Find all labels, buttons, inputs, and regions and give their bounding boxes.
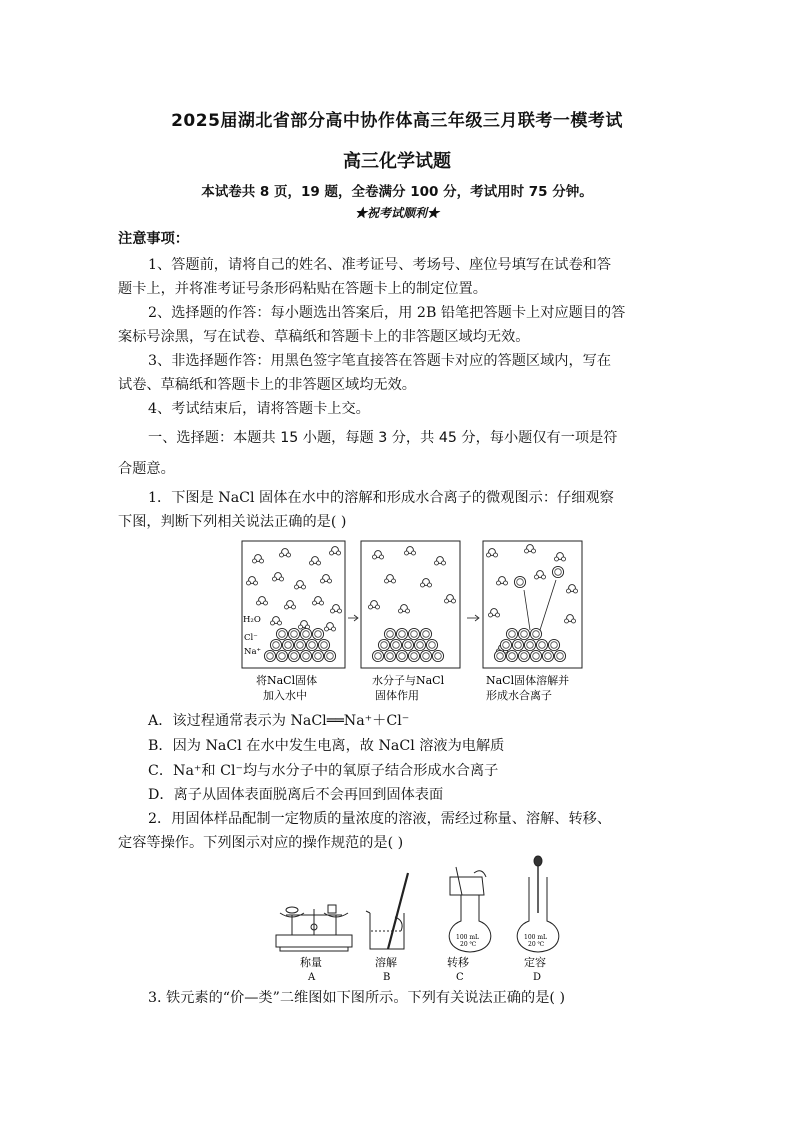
label-h2o: H₂O [243, 615, 261, 625]
flask-temp: 20 ℃ [460, 941, 477, 948]
flask-label: 100 mL [456, 934, 480, 941]
exam-info: 本试卷共 8 页，19 题，全卷满分 100 分，考试用时 75 分钟。 [201, 184, 593, 200]
caption-c: 转移 [447, 956, 469, 969]
caption-d: 定容 [524, 956, 546, 969]
label-cl: Cl⁻ [244, 633, 258, 643]
caption-a: 称量 [300, 956, 322, 969]
exam-wish: ★祝考试顺利★ [354, 206, 439, 220]
section-heading-cont: 合题意。 [118, 461, 175, 477]
fig-caption: 形成水合离子 [486, 689, 552, 702]
fig-caption: 将NaCl固体 [256, 674, 318, 687]
balance-icon [276, 905, 352, 951]
subject-title: 高三化学试题 [343, 151, 451, 172]
caption-a-letter: A [308, 972, 316, 983]
beaker-icon [366, 873, 408, 949]
q1-option-c: C．Na⁺和 Cl⁻均与水分子中的氧原子结合形成水合离子 [148, 763, 499, 779]
q1-stem: 1．下图是 NaCl 固体在水中的溶解和形成水合离子的微观图示：仔细观察 [148, 490, 614, 506]
note-line: 题卡上，并将准考证号条形码粘贴在答题卡上的制定位置。 [118, 281, 487, 297]
exam-title: 2025届湖北省部分高中协作体高三年级三月联考一模考试 [171, 111, 623, 131]
fig-caption: 加入水中 [263, 689, 307, 702]
note-line: 2、选择题的作答：每小题选出答案后，用 2B 铅笔把答题卡上对应题目的答 [148, 305, 626, 321]
q1-figure [240, 538, 585, 710]
fig-caption: NaCl固体溶解并 [486, 674, 570, 687]
flask-label: 100 mL [524, 934, 548, 941]
note-line: 案标号涂黑，写在试卷、草稿纸和答题卡上的非答题区域均无效。 [118, 329, 530, 345]
q2-stem: 2．用固体样品配制一定物质的量浓度的溶液，需经过称量、溶解、转移、 [148, 811, 612, 827]
note-line: 4、考试结束后，请将答题卡上交。 [148, 401, 370, 417]
note-line: 3、非选择题作答：用黑色签字笔直接答在答题卡对应的答题区域内，写在 [148, 353, 612, 369]
note-line: 试卷、草稿纸和答题卡上的非答题区域均无效。 [118, 377, 416, 393]
q1-option-a: A．该过程通常表示为 NaCl══Na⁺＋Cl⁻ [148, 713, 410, 729]
q2-stem-cont: 定容等操作。下列图示对应的操作规范的是( ) [118, 835, 404, 851]
q1-option-b: B．因为 NaCl 在水中发生电离，故 NaCl 溶液为电解质 [148, 738, 505, 754]
note-line: 1、答题前，请将自己的姓名、准考证号、考场号、座位号填写在试卷和答 [148, 257, 612, 273]
caption-b: 溶解 [375, 956, 397, 969]
fig-caption: 固体作用 [375, 689, 419, 702]
caption-c-letter: C [456, 972, 464, 983]
q1-option-d: D．离子从固体表面脱离后不会再回到固体表面 [148, 787, 444, 803]
q1-stem-cont: 下图，判断下列相关说法正确的是( ) [118, 514, 347, 530]
caption-b-letter: B [383, 972, 391, 983]
caption-d-letter: D [533, 972, 542, 983]
q2-figure [270, 855, 570, 985]
section-heading: 一、选择题：本题共 15 小题，每题 3 分，共 45 分，每小题仅有一项是符 [148, 430, 618, 446]
q3-stem: 3. 铁元素的“价—类”二维图如下图所示。下列有关说法正确的是( ) [148, 990, 566, 1006]
fig-caption: 水分子与NaCl [372, 674, 445, 687]
label-na: Na⁺ [244, 647, 261, 657]
flask-temp: 20 ℃ [528, 941, 545, 948]
notes-heading: 注意事项： [118, 231, 189, 247]
